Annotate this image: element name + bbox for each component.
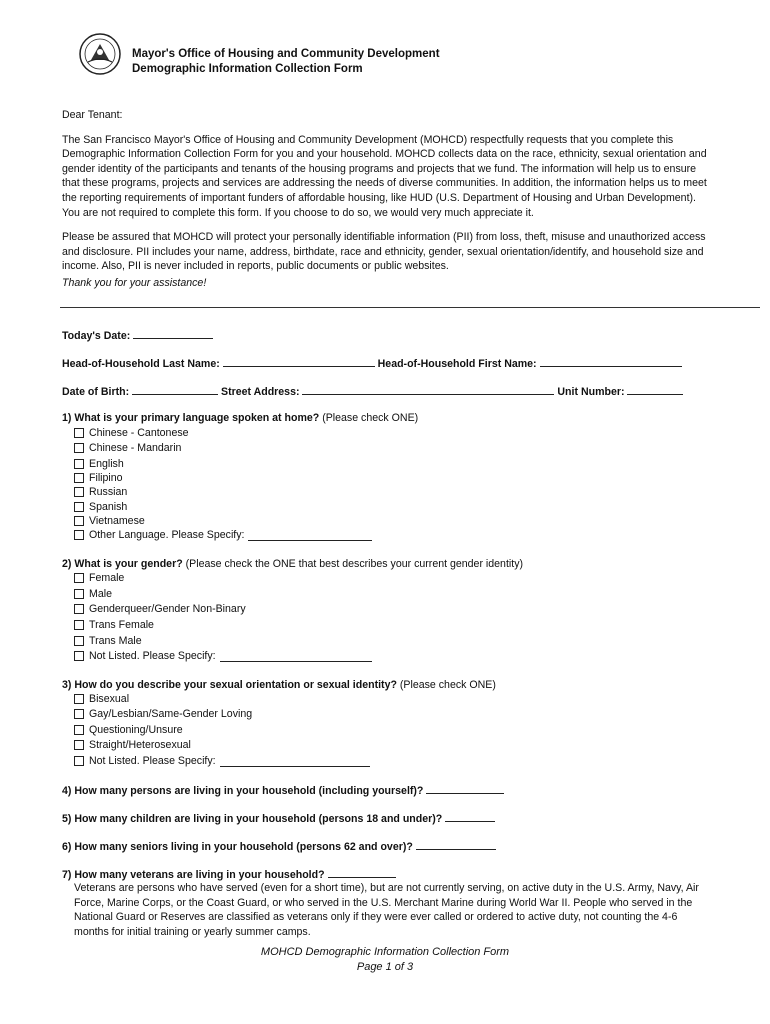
today-date-label: Today's Date: (62, 330, 131, 342)
letter (62, 108, 712, 291)
first-name-label: Head-of-Household First Name: (377, 358, 537, 370)
q3-option-other[interactable] (74, 755, 370, 767)
unit-field[interactable] (627, 384, 683, 395)
option-label: Questioning/Unsure (89, 724, 183, 736)
q6-seniors (62, 839, 496, 853)
checkbox[interactable] (74, 459, 84, 469)
option-label: Gay/Lesbian/Same-Gender Loving (89, 708, 253, 720)
q4-household-size (62, 783, 504, 797)
option-label: Not Listed. Please Specify: (89, 755, 216, 767)
q6-label: 6) How many seniors living in your household (persons 62 and over)? (62, 841, 413, 853)
dob-field[interactable] (132, 384, 218, 395)
q2-note: (Please check the ONE that best describes your current gender identity) (182, 558, 524, 570)
q3-title: 3) How do you describe your sexual orientation or sexual identity? (62, 679, 397, 691)
option-label: English (89, 458, 124, 470)
checkbox[interactable] (74, 694, 84, 704)
q5-label: 5) How many children are living in your household (persons 18 and under)? (62, 813, 443, 825)
q1-language (62, 411, 418, 426)
checkbox[interactable] (74, 589, 84, 599)
checkbox[interactable] (74, 636, 84, 646)
q2-title: 2) What is your gender? (62, 558, 183, 570)
option-label: Filipino (89, 472, 123, 484)
q3-orientation (62, 678, 496, 693)
q2-option-other[interactable] (74, 650, 372, 662)
form-header (132, 47, 440, 77)
q1-other-field[interactable] (248, 530, 372, 541)
checkbox[interactable] (74, 740, 84, 750)
q2-option[interactable] (74, 619, 154, 631)
office-title: Mayor's Office of Housing and Community Development (132, 48, 440, 60)
city-seal-icon (78, 32, 122, 76)
checkbox[interactable] (74, 756, 84, 766)
checkbox[interactable] (74, 473, 84, 483)
q1-option-other[interactable] (74, 529, 372, 541)
option-label: Female (89, 572, 125, 584)
q5-field[interactable] (445, 811, 495, 822)
q1-option[interactable] (74, 486, 127, 498)
q3-option[interactable] (74, 739, 191, 751)
q3-note: (Please check ONE) (396, 679, 496, 691)
option-label: Vietnamese (89, 515, 145, 527)
last-name-field[interactable] (223, 356, 375, 367)
q1-note: (Please check ONE) (319, 412, 419, 424)
last-name-label: Head-of-Household Last Name: (62, 358, 220, 370)
q1-option[interactable] (74, 458, 124, 470)
q7-veterans (62, 867, 396, 881)
option-label: Not Listed. Please Specify: (89, 650, 216, 662)
greeting: Dear Tenant: (62, 109, 123, 121)
q7-field[interactable] (328, 867, 396, 878)
thanks-line: Thank you for your assistance! (62, 276, 207, 289)
q7-description: Veterans are persons who have served (even for a short time), but are not currently serving, on active duty in the U.S. Army, Navy, Air Force, Marine Corps, or the Coast Guard, or who served in the U.S. Merchant Marine during World War II. People who served in the National Guard or Reserves are classified as veterans only if they were ever called or ordered to active duty, not counting the 4-6 months for initial training or yearly summer camps. (74, 882, 699, 938)
q4-label: 4) How many persons are living in your household (including yourself)? (62, 785, 424, 797)
street-field[interactable] (302, 384, 554, 395)
option-label: Bisexual (89, 693, 130, 705)
first-name-field[interactable] (540, 356, 682, 367)
privacy-paragraph: Please be assured that MOHCD will protect your personally identifiable information (PII) from loss, theft, misuse and unauthorized access and disclosure. PII includes your name, address, birthdate, race and ethnicity, gender, sexual orientation/identify, and household size and income. Also, PII is never included in reports, public documents or public websites. (62, 231, 706, 273)
dob-label: Date of Birth: (62, 386, 130, 398)
q3-option[interactable] (74, 724, 183, 736)
footer-title: MOHCD Demographic Information Collection Form (260, 946, 510, 958)
option-label: Straight/Heterosexual (89, 739, 191, 751)
divider (60, 307, 760, 308)
option-label: Other Language. Please Specify: (89, 529, 245, 541)
q3-option[interactable] (74, 708, 252, 720)
q1-option[interactable] (74, 515, 145, 527)
today-date-row (62, 328, 213, 342)
q6-field[interactable] (416, 839, 496, 850)
q1-option[interactable] (74, 472, 123, 484)
q3-other-field[interactable] (220, 756, 370, 767)
q7-label: 7) How many veterans are living in your household? (62, 869, 325, 881)
checkbox[interactable] (74, 516, 84, 526)
checkbox[interactable] (74, 651, 84, 661)
option-label: Chinese - Cantonese (89, 427, 189, 439)
option-label: Trans Female (89, 619, 154, 631)
checkbox[interactable] (74, 709, 84, 719)
q1-option[interactable] (74, 501, 127, 513)
q3-option[interactable] (74, 693, 129, 705)
checkbox[interactable] (74, 573, 84, 583)
address-row (62, 384, 683, 398)
unit-label: Unit Number: (557, 386, 625, 398)
checkbox[interactable] (74, 502, 84, 512)
q4-field[interactable] (426, 783, 504, 794)
option-label: Spanish (89, 501, 128, 513)
option-label: Male (89, 588, 112, 600)
form-title: Demographic Information Collection Form (132, 63, 363, 75)
name-row (62, 356, 682, 370)
option-label: Trans Male (89, 635, 142, 647)
option-label: Genderqueer/Gender Non-Binary (89, 603, 246, 615)
today-date-field[interactable] (133, 328, 213, 339)
checkbox[interactable] (74, 530, 84, 540)
page-number: Page 1 of 3 (356, 961, 414, 973)
q2-option[interactable] (74, 588, 112, 600)
footer (0, 945, 770, 975)
checkbox[interactable] (74, 443, 84, 453)
q2-option[interactable] (74, 572, 124, 584)
option-label: Chinese - Mandarin (89, 442, 182, 454)
street-label: Street Address: (221, 386, 300, 398)
q1-option[interactable] (74, 442, 181, 454)
intro-paragraph: The San Francisco Mayor's Office of Housing and Community Development (MOHCD) respectfully requests that you complete this Demographic Information Collection Form for you and your household. MOHCD collects data on the race, ethnicity, sexual orientation and gender identity of the participants and tenants of the housing programs and projects that we fund. The information will help us to ensure that these programs, projects and services are addressing the needs of diverse communities. In addition, the information helps us to meet the reporting requirements of important funders of affordable housing, like HUD (U.S. Department of Housing and Urban Development). You are not required to complete this form. If you choose to do so, we would very much appreciate it. (62, 133, 707, 219)
q2-gender (62, 557, 523, 572)
checkbox[interactable] (74, 620, 84, 630)
option-label: Russian (89, 486, 128, 498)
q1-title: 1) What is your primary language spoken at home? (62, 412, 320, 424)
checkbox[interactable] (74, 487, 84, 497)
q2-option[interactable] (74, 635, 142, 647)
q5-children (62, 811, 495, 825)
checkbox[interactable] (74, 604, 84, 614)
checkbox[interactable] (74, 428, 84, 438)
checkbox[interactable] (74, 725, 84, 735)
q1-option[interactable] (74, 427, 189, 439)
q2-other-field[interactable] (220, 651, 372, 662)
q2-option[interactable] (74, 603, 246, 615)
